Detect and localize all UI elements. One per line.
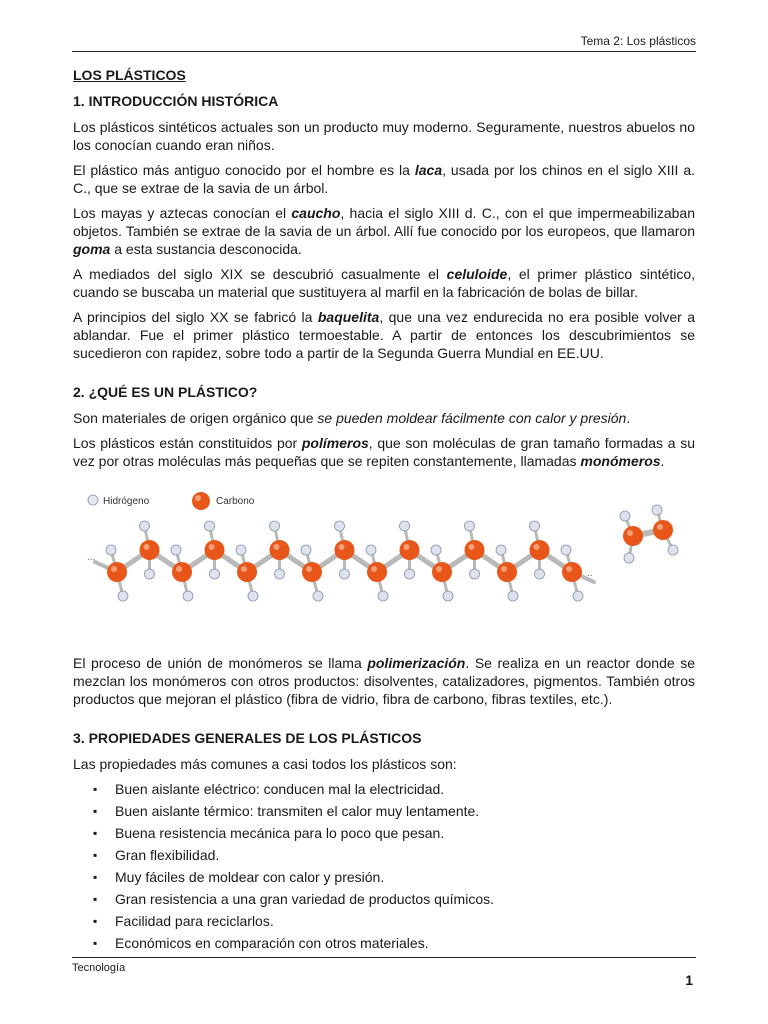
legend-carbon-icon	[192, 492, 210, 510]
section-heading-properties: 3. PROPIEDADES GENERALES DE LOS PLÁSTICOS	[73, 730, 422, 746]
carbon-atom	[530, 540, 550, 560]
term-polimerizacion: polimerización	[367, 655, 466, 671]
text-run: Son materiales de origen orgánico que	[73, 410, 318, 426]
hydrogen-atom	[183, 591, 193, 601]
hydrogen-atom	[236, 545, 246, 555]
footer-rule	[72, 957, 696, 958]
hydrogen-atom	[106, 545, 116, 555]
carbon-atom	[653, 520, 673, 540]
text-run: , que son moléculas de gran tamaño formadas a su vez por otras moléculas más pequeñas que se repiten constantemente, llamadas	[73, 435, 695, 469]
text-run: El plástico más antiguo conocido por el hombre es la	[73, 162, 415, 178]
paragraph: Los plásticos sintéticos actuales son un producto muy moderno. Seguramente, nuestros abuelos no los conocían cuando eran niños.	[73, 119, 695, 153]
text-run: Los mayas y aztecas conocían el	[73, 205, 292, 221]
property-item: ▪ Buena resistencia mecánica para lo poco que pesan.	[93, 824, 695, 842]
carbon-highlight	[534, 544, 540, 550]
properties-list	[73, 780, 695, 952]
text-run: .	[626, 410, 631, 426]
legend-carbon-label: Carbono	[216, 496, 255, 507]
term-laca: laca	[414, 162, 443, 178]
property-item: ▪ Muy fáciles de moldear con calor y presión.	[93, 868, 695, 886]
carbon-highlight	[371, 566, 377, 572]
carbon-highlight	[274, 544, 280, 550]
carbon-atom	[140, 540, 160, 560]
hydrogen-atom	[248, 591, 258, 601]
text-run: .	[660, 453, 665, 469]
text-run: . Se realiza en un reactor donde se mezclan los monómeros con otros productos: disolventes, catalizadores, pigmentos. También otros productos que mejoran el plástico (fibra de vidrio, fibra de carbono, fibras textiles, etc.).	[73, 655, 695, 707]
page-number: 1	[685, 972, 693, 988]
text-run: El proceso de unión de monómeros se llama	[73, 655, 368, 671]
hydrogen-atom	[270, 521, 280, 531]
carbon-atom	[205, 540, 225, 560]
carbon-highlight	[144, 544, 150, 550]
text-run: A principios del siglo XX se fabricó la	[73, 309, 318, 325]
document-title: LOS PLÁSTICOS	[73, 67, 186, 83]
property-item: ▪ Gran flexibilidad.	[93, 846, 695, 864]
bonds-layer	[95, 526, 594, 596]
text-run: , el primer plástico sintético, cuando se buscaba un material que sustituyera al marfil en la fabricación de bolas de billar.	[73, 266, 695, 300]
carbon-highlight	[306, 566, 312, 572]
hydrogen-atom	[118, 591, 128, 601]
property-item: ▪ Buen aislante térmico: transmiten el calor muy lentamente.	[93, 802, 695, 820]
text-run: , hacia el siglo XIII d. C., con el que impermeabilizaban objetos. También se extrae de la savia de un árbol. Allí fue conocido por los europeos, que llamaron	[73, 205, 695, 239]
paragraph	[73, 409, 695, 427]
carbon-highlight	[209, 544, 215, 550]
term-goma: goma	[73, 241, 111, 257]
hydrogen-atom	[313, 591, 323, 601]
hydrogen-atom	[335, 521, 345, 531]
hydrogen-atom	[561, 545, 571, 555]
hydrogen-atom	[301, 545, 311, 555]
text-run: a esta sustancia desconocida.	[110, 241, 302, 257]
property-item: ▪ Económicos en comparación con otros materiales.	[93, 934, 695, 952]
carbon-highlight	[111, 566, 117, 572]
hydrogen-atom	[378, 591, 388, 601]
carbon-highlight	[436, 566, 442, 572]
hydrogen-atom	[652, 505, 662, 515]
carbon-atom	[270, 540, 290, 560]
paragraph: Las propiedades más comunes a casi todos los plásticos son:	[73, 756, 457, 772]
hydrogen-atom	[275, 569, 285, 579]
carbon-highlight	[657, 524, 663, 530]
term-celuloide: celuloide	[446, 266, 508, 282]
ellipsis-right: ..	[587, 568, 593, 579]
term-caucho: caucho	[291, 205, 341, 221]
text-run: , usada por los chinos en el siglo XIII a. C., que se extrae de la savia de un árbol.	[73, 162, 695, 196]
footer-label: Tecnología	[72, 962, 126, 974]
hydrogen-atom	[205, 521, 215, 531]
hydrogen-atom	[443, 591, 453, 601]
carbon-highlight	[501, 566, 507, 572]
hydrogen-atom	[140, 521, 150, 531]
hydrogen-atom	[210, 569, 220, 579]
property-item: ▪ Facilidad para reciclarlos.	[93, 912, 695, 930]
polymer-chain-illustration	[65, 480, 687, 630]
emphasis-text: se pueden moldear fácilmente con calor y presión	[317, 410, 627, 426]
property-item: ▪ Buen aislante eléctrico: conducen mal la electricidad.	[93, 780, 695, 798]
hydrogen-atom	[400, 521, 410, 531]
hydrogen-atom	[530, 521, 540, 531]
hydrogen-atom	[405, 569, 415, 579]
page-content	[73, 66, 695, 956]
carbon-atom	[623, 526, 643, 546]
property-item: ▪ Gran resistencia a una gran variedad de productos químicos.	[93, 890, 695, 908]
carbon-highlight	[627, 530, 633, 536]
hydrogen-atom	[171, 545, 181, 555]
hydrogen-atom	[573, 591, 583, 601]
paragraph	[73, 265, 695, 301]
ethylene-monomer-model	[620, 505, 678, 563]
hydrogen-atom	[366, 545, 376, 555]
term-baquelita: baquelita	[317, 309, 380, 325]
hydrogen-atom	[496, 545, 506, 555]
hydrogen-atom	[535, 569, 545, 579]
term-monomeros: monómeros	[580, 453, 661, 469]
term-polimeros: polímeros	[301, 435, 369, 451]
hydrogen-atom	[465, 521, 475, 531]
carbon-atom	[237, 562, 257, 582]
carbon-atom	[400, 540, 420, 560]
hydrogen-atom	[620, 511, 630, 521]
carbon-atom	[432, 562, 452, 582]
carbon-highlight	[241, 566, 247, 572]
legend-carbon-highlight	[195, 495, 201, 501]
hydrogen-atom	[470, 569, 480, 579]
paragraph	[73, 161, 695, 197]
hydrogen-atom	[624, 553, 634, 563]
text-run: , que una vez endurecida no era posible volver a ablandar. Fue el primer plástico termoestable. A partir de entonces los descubrimientos se sucedieron con rapidez, sobre todo a partir de la Segunda Guerra Mundial en EE.UU.	[73, 309, 695, 361]
text-run: A mediados del siglo XIX se descubrió casualmente el	[73, 266, 447, 282]
ellipsis-left: ...	[87, 552, 96, 563]
legend-hydrogen-label: Hidrógeno	[103, 496, 150, 507]
carbon-atom	[497, 562, 517, 582]
carbon-atom	[172, 562, 192, 582]
carbon-highlight	[469, 544, 475, 550]
hydrogen-atom	[431, 545, 441, 555]
legend-hydrogen-icon	[88, 495, 98, 505]
running-header: Tema 2: Los plásticos	[580, 34, 696, 48]
section-heading-intro: 1. INTRODUCCIÓN HISTÓRICA	[73, 93, 279, 109]
carbon-highlight	[176, 566, 182, 572]
paragraph	[73, 204, 695, 258]
polymer-diagram	[65, 480, 687, 630]
carbon-highlight	[404, 544, 410, 550]
carbon-atom	[107, 562, 127, 582]
carbon-atom	[367, 562, 387, 582]
hydrogen-atom	[340, 569, 350, 579]
hydrogen-atom	[508, 591, 518, 601]
text-run: Los plásticos están constituidos por	[73, 435, 302, 451]
carbon-atom	[335, 540, 355, 560]
hydrogen-atom	[668, 545, 678, 555]
carbon-atom	[465, 540, 485, 560]
carbon-highlight	[339, 544, 345, 550]
carbon-atom	[562, 562, 582, 582]
carbon-atom	[302, 562, 322, 582]
paragraph	[73, 308, 695, 362]
hydrogen-atom	[145, 569, 155, 579]
carbon-highlight	[566, 566, 572, 572]
section-heading-what-is: 2. ¿QUÉ ES UN PLÁSTICO?	[73, 384, 258, 400]
paragraph	[73, 654, 695, 708]
paragraph	[73, 434, 695, 470]
header-rule	[72, 51, 696, 52]
